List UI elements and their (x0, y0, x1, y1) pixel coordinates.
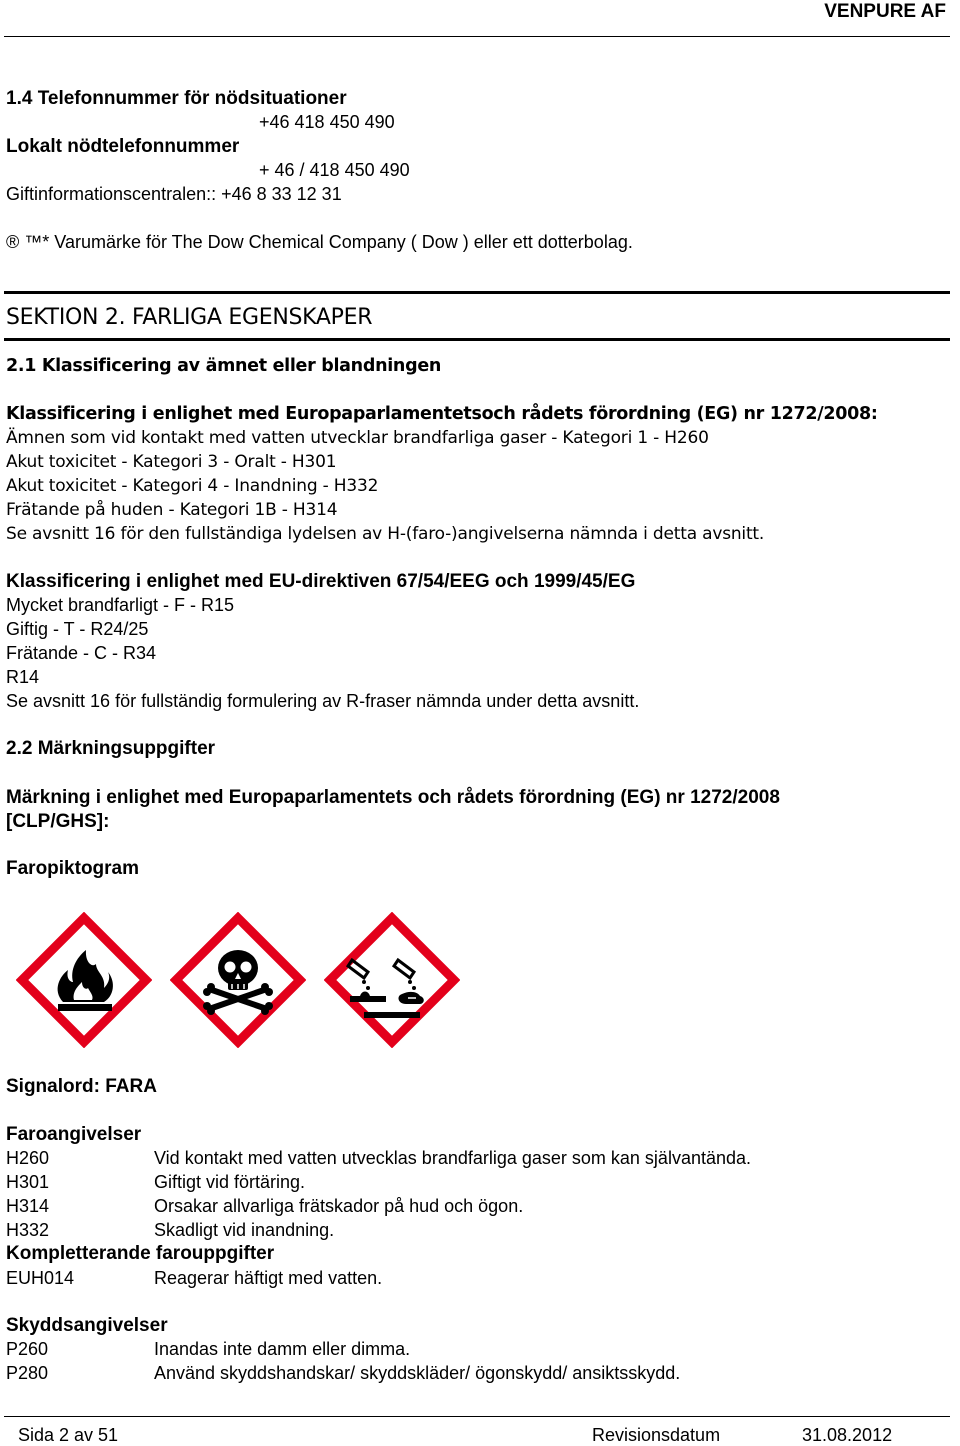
clp-line: Akut toxicitet - Kategori 3 - Oralt - H301 (6, 452, 337, 472)
precaution-text: Inandas inte damm eller dimma. (154, 1339, 411, 1359)
hazard-text: Skadligt vid inandning. (154, 1220, 335, 1240)
local-phone-label: Lokalt nödtelefonnummer (6, 136, 240, 157)
signal-word: Signalord: FARA (6, 1076, 157, 1097)
section-1-4-title: 1.4 Telefonnummer för nödsituationer (6, 88, 347, 109)
precaution-text: Använd skyddshandskar/ skyddskläder/ ögonskydd/ ansiktsskydd. (154, 1363, 681, 1383)
hazard-code: H314 (6, 1196, 50, 1216)
poison-center: Giftinformationscentralen:: +46 8 33 12 31 (6, 184, 342, 204)
footer-revision-date: 31.08.2012 (802, 1425, 893, 1445)
trademark-note: ® ™* Varumärke för The Dow Chemical Company ( Dow ) eller ett dotterbolag. (6, 232, 633, 252)
section-rule-bottom (4, 338, 950, 341)
hazard-statements-heading: Faroangivelser (6, 1124, 142, 1145)
precaution-heading: Skyddsangivelser (6, 1315, 168, 1336)
clp-line: Akut toxicitet - Kategori 4 - Inandning - H332 (6, 476, 379, 496)
supplementary-heading: Kompletterande farouppgifter (6, 1243, 275, 1264)
subsection-2-1-title: 2.1 Klassificering av ämnet eller blandningen (6, 356, 442, 376)
eu-line: R14 (6, 667, 40, 687)
emergency-phone-1: +46 418 450 490 (259, 112, 395, 132)
emergency-phone-2: + 46 / 418 450 490 (259, 160, 410, 180)
section-2-heading: SEKTION 2. FARLIGA EGENSKAPER (6, 305, 373, 330)
eu-line: Frätande - C - R34 (6, 643, 157, 663)
corrosion-pictogram (324, 912, 460, 1048)
hazard-text: Orsakar allvarliga frätskador på hud och ögon. (154, 1196, 524, 1216)
marking-heading-line1: Märkning i enlighet med Europaparlamentets och rådets förordning (EG) nr 1272/2008 (6, 787, 780, 808)
footer-rule (4, 1416, 950, 1417)
skull-crossbones-pictogram (170, 912, 306, 1048)
hazard-text: Giftigt vid förtäring. (154, 1172, 306, 1192)
clp-classification-heading: Klassificering i enlighet med Europaparlamentetsoch rådets förordning (EG) nr 1272/2008: (6, 404, 878, 424)
pictogram-label: Faropiktogram (6, 858, 140, 879)
header-company: VENPURE AF (824, 1, 946, 22)
clp-line: Ämnen som vid kontakt med vatten utvecklar brandfarliga gaser - Kategori 1 - H260 (6, 428, 709, 448)
marking-heading-line2: [CLP/GHS]: (6, 811, 110, 832)
clp-line: Frätande på huden - Kategori 1B - H314 (6, 500, 338, 520)
hazard-code: H332 (6, 1220, 50, 1240)
header-rule (4, 36, 950, 37)
eu-classification-heading: Klassificering i enlighet med EU-direktiven 67/54/EEG och 1999/45/EG (6, 571, 636, 592)
hazard-text: Vid kontakt med vatten utvecklas brandfarliga gaser som kan självantända. (154, 1148, 752, 1168)
clp-line: Se avsnitt 16 för den fullständiga lydelsen av H-(faro-)angivelserna nämnda i detta avsnitt. (6, 524, 765, 544)
eu-line: Se avsnitt 16 för fullständig formulering av R-fraser nämnda under detta avsnitt. (6, 691, 640, 711)
footer-revision-label: Revisionsdatum (592, 1425, 721, 1445)
eu-line: Mycket brandfarligt - F - R15 (6, 595, 235, 615)
hazard-code: H260 (6, 1148, 50, 1168)
subsection-2-2-title: 2.2 Märkningsuppgifter (6, 738, 216, 759)
flame-pictogram (16, 912, 152, 1048)
precaution-code: P260 (6, 1339, 49, 1359)
hazard-code: H301 (6, 1172, 50, 1192)
section-rule-top (4, 291, 950, 294)
footer-page-number: Sida 2 av 51 (18, 1425, 119, 1445)
precaution-code: P280 (6, 1363, 49, 1383)
eu-line: Giftig - T - R24/25 (6, 619, 149, 639)
supplementary-code: EUH014 (6, 1268, 75, 1288)
supplementary-text: Reagerar häftigt med vatten. (154, 1268, 383, 1288)
